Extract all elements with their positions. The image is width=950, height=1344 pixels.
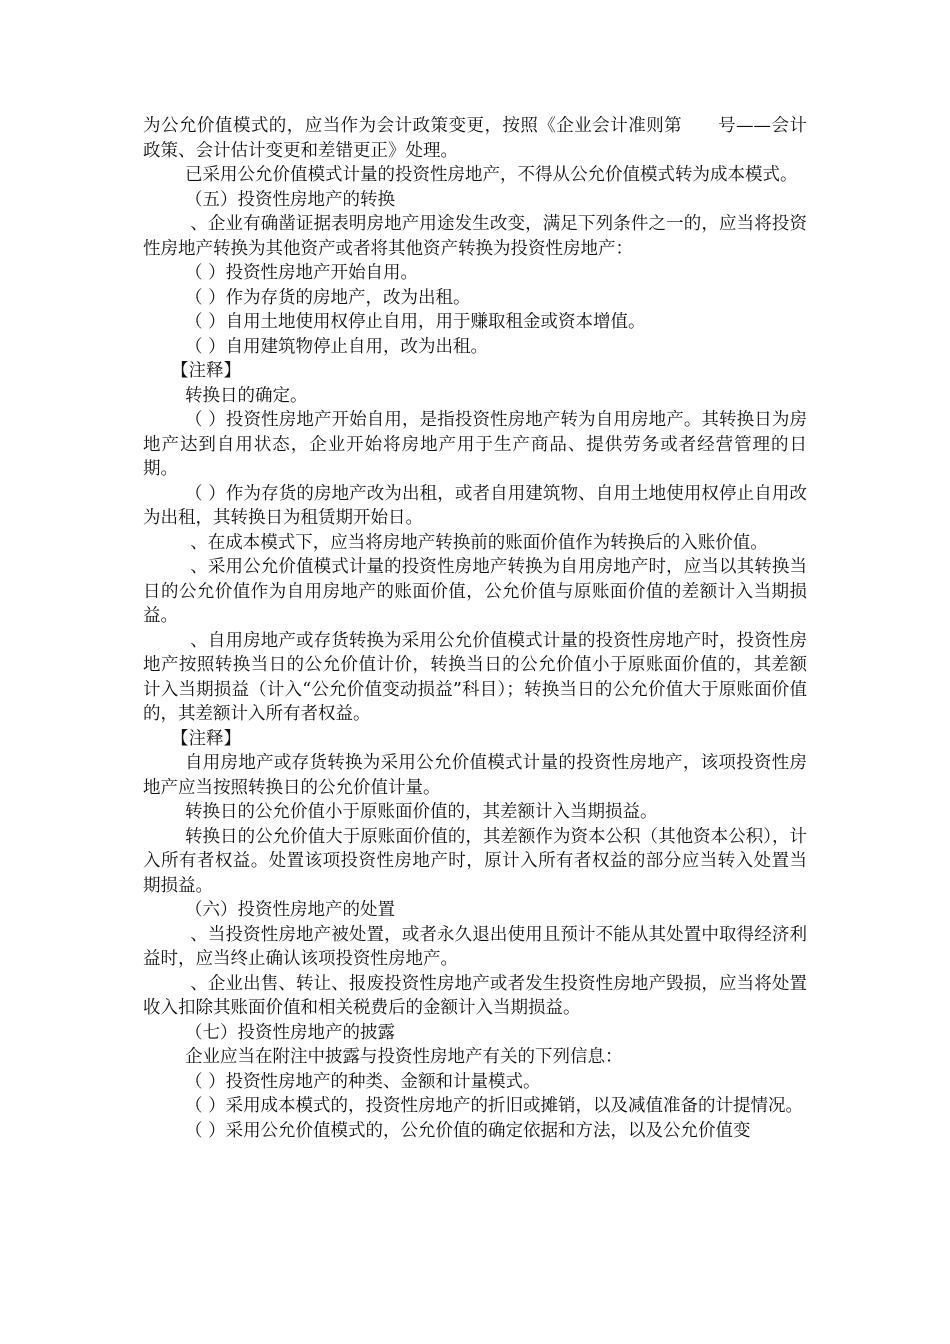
paragraph-fair-to-owner-use: 、采用公允价值模式计量的投资性房地产转换为自用房地产时，应当以其转换当日的公允价值作为自用房地产的账面价值，公允价值与原账面价值的差额计入当期损益。 xyxy=(143,557,807,626)
paragraph-note-gain: 转换日的公允价值大于原账面价值的，其差额作为资本公积（其他资本公积），计入所有者权益。处置该项投资性房地产时，原计入所有者权益的部分应当转入处置当期损益。 xyxy=(143,826,807,896)
list-item-condition: （ ）投资性房地产开始自用。 xyxy=(185,263,419,283)
section-heading-conversion: （五）投资性房地产的转换 xyxy=(185,189,395,210)
paragraph-cost-model: 、在成本模式下，应当将房地产转换前的账面价值作为转换后的入账价值。 xyxy=(190,532,768,553)
list-item-condition: （ ）作为存货的房地产，改为出租。 xyxy=(185,287,471,308)
paragraph-conversion-date: 转换日的确定。 xyxy=(185,385,308,406)
list-item-disclosure: （ ）采用成本模式的，投资性房地产的折旧或摊销，以及减值准备的计提情况。 xyxy=(185,1096,804,1116)
note-heading: 【注释】 xyxy=(171,728,241,749)
list-item-disclosure: （ ）投资性房地产的种类、金额和计量模式。 xyxy=(185,1071,541,1092)
paragraph-disposal-proceeds: 、企业出售、转让、报废投资性房地产或者发生投资性房地产毁损，应当将处置收入扣除其账面价值和相关税费后的金额计入当期损益。 xyxy=(143,973,807,1018)
paragraph-disclosure-intro: 企业应当在附注中披露与投资性房地产有关的下列信息： xyxy=(185,1047,623,1067)
paragraph-conversion-conditions: 、企业有确凿证据表明房地产用途发生改变，满足下列条件之一的，应当将投资性房地产转换为其他资产或者将其他资产转换为投资性房地产： xyxy=(143,214,807,259)
paragraph-note-loss: 转换日的公允价值小于原账面价值的，其差额计入当期损益。 xyxy=(185,802,658,822)
section-heading-disposal: （六）投资性房地产的处置 xyxy=(185,900,395,920)
note-heading: 【注释】 xyxy=(171,361,241,381)
list-item-date-rule: （ ）投资性房地产开始自用，是指投资性房地产转为自用房地产。其转换日为房地产达到自用状态，企业开始将房地产用于生产商品、提供劳务或者经营管理的日期。 xyxy=(143,410,807,479)
list-item-condition: （ ）自用建筑物停止自用，改为出租。 xyxy=(185,336,489,357)
paragraph-to-fair-value: 、自用房地产或存货转换为采用公允价值模式计量的投资性房地产时，投资性房地产按照转换当日的公允价值计价，转换当日的公允价值小于原账面价值的，其差额计入当期损益（计入“公允价值变动损益”科目）；转换当日的公允价值大于原账面价值的，其差额计入所有者权益。 xyxy=(143,630,807,724)
document-page xyxy=(143,114,807,1143)
section-heading-disclosure: （七）投资性房地产的披露 xyxy=(185,1022,395,1043)
list-item-disclosure: （ ）采用公允价值模式的，公允价值的确定依据和方法，以及公允价值变 xyxy=(185,1120,751,1141)
paragraph-derecognition: 、当投资性房地产被处置，或者永久退出使用且预计不能从其处置中取得经济利益时，应当终止确认该项投资性房地产。 xyxy=(143,924,807,969)
paragraph-no-reverse-model: 已采用公允价值模式计量的投资性房地产，不得从公允价值模式转为成本模式。 xyxy=(185,165,798,185)
list-item-condition: （ ）自用土地使用权停止自用，用于赚取租金或资本增值。 xyxy=(185,312,646,332)
paragraph-note-measurement: 自用房地产或存货转换为采用公允价值模式计量的投资性房地产，该项投资性房地产应当按照转换日的公允价值计量。 xyxy=(143,753,807,798)
paragraph-policy-change: 为公允价值模式的，应当作为会计政策变更，按照《企业会计准则第 号——会计政策、会计估计变更和差错更正》处理。 xyxy=(143,116,807,161)
list-item-date-rule: （ ）作为存货的房地产改为出租，或者自用建筑物、自用土地使用权停止自用改为出租，其转换日为租赁期开始日。 xyxy=(143,483,807,528)
